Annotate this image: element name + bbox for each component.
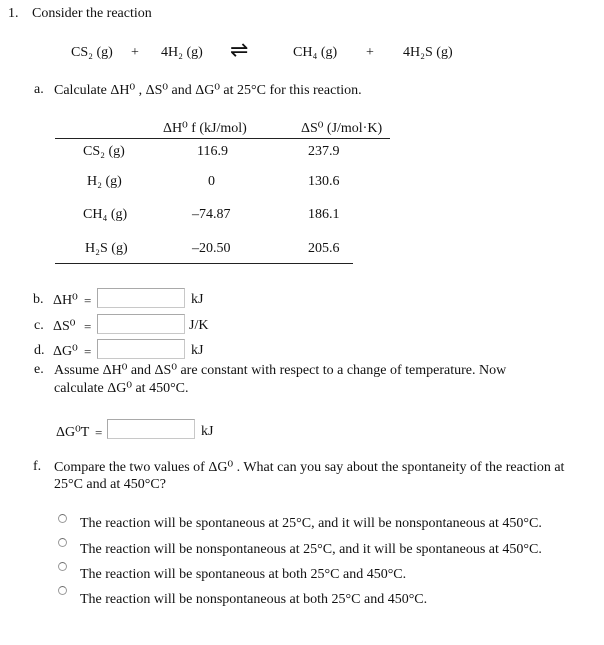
table-cell-ds: 237.9 [308, 144, 340, 159]
part-f-line1: Compare the two values of ΔG⁰ . What can you say about the spontaneity of the reaction at [54, 460, 565, 475]
part-e-label: e. [34, 362, 44, 377]
table-cell-species: H₂S (g) [85, 241, 128, 256]
dg-answer-input[interactable] [97, 339, 185, 359]
question-title: Consider the reaction [32, 6, 152, 21]
part-f-label: f. [33, 459, 42, 474]
part-e-line2: calculate ΔG⁰ at 450°C. [54, 381, 189, 396]
equals-sign: = [95, 425, 103, 440]
dg-450-answer-input[interactable] [107, 419, 195, 439]
reactant-cs2: CS₂ (g) [71, 45, 113, 60]
option-label: The reaction will be nonspontaneous at both 25°C and 450°C. [80, 592, 428, 607]
equals-sign: = [84, 293, 92, 308]
part-b-symbol: ΔH⁰ [53, 293, 78, 308]
part-c-label: c. [34, 318, 44, 333]
product-h2s: 4H₂S (g) [403, 45, 453, 60]
option-label: The reaction will be spontaneous at both 25°C and 450°C. [80, 567, 407, 582]
unit-kj: kJ [191, 343, 204, 358]
radio-option-2[interactable] [58, 538, 67, 547]
part-d-symbol: ΔG⁰ [53, 344, 78, 359]
equilibrium-arrow-icon: ⇌ [230, 38, 249, 63]
part-a-text: Calculate ΔH⁰ , ΔS⁰ and ΔG⁰ at 25°C for this reaction. [54, 83, 362, 98]
table-cell-ds: 205.6 [308, 241, 340, 256]
table-cell-ds: 130.6 [308, 174, 340, 189]
reactant-h2: 4H₂ (g) [161, 45, 203, 60]
question-number: 1. [8, 6, 19, 21]
equals-sign: = [84, 344, 92, 359]
unit-kj: kJ [191, 292, 204, 307]
unit-kj: kJ [201, 424, 214, 439]
part-e-symbol: ΔG⁰T [56, 425, 90, 440]
table-cell-dh: –74.87 [192, 207, 231, 222]
table-cell-dh: 116.9 [197, 144, 228, 159]
product-ch4: CH₄ (g) [293, 45, 338, 60]
part-e-line1: Assume ΔH⁰ and ΔS⁰ are constant with respect to a change of temperature. Now [54, 363, 507, 378]
table-cell-species: H₂ (g) [87, 174, 122, 189]
col-header-dhf: ΔH⁰ f (kJ/mol) [163, 121, 247, 136]
radio-option-3[interactable] [58, 562, 67, 571]
radio-option-1[interactable] [58, 514, 67, 523]
table-cell-species: CS₂ (g) [83, 144, 125, 159]
plus-sign: + [131, 45, 139, 60]
plus-sign: + [366, 45, 374, 60]
part-f-line2: 25°C and at 450°C? [54, 477, 166, 492]
option-label: The reaction will be spontaneous at 25°C, and it will be nonspontaneous at 450°C. [80, 516, 542, 531]
table-cell-dh: 0 [208, 174, 215, 189]
table-bottom-rule [55, 263, 353, 264]
part-a-label: a. [34, 82, 44, 97]
table-header-rule [55, 138, 390, 139]
part-b-label: b. [33, 292, 44, 307]
table-cell-dh: –20.50 [192, 241, 231, 256]
table-cell-species: CH₄ (g) [83, 207, 128, 222]
col-header-ds: ΔS⁰ (J/mol·K) [301, 121, 383, 136]
unit-jk: J/K [189, 318, 209, 333]
equals-sign: = [84, 319, 92, 334]
radio-option-4[interactable] [58, 586, 67, 595]
dh-answer-input[interactable] [97, 288, 185, 308]
part-c-symbol: ΔS⁰ [53, 319, 76, 334]
option-label: The reaction will be nonspontaneous at 25°C, and it will be spontaneous at 450°C. [80, 542, 542, 557]
table-cell-ds: 186.1 [308, 207, 340, 222]
part-d-label: d. [34, 343, 45, 358]
ds-answer-input[interactable] [97, 314, 185, 334]
